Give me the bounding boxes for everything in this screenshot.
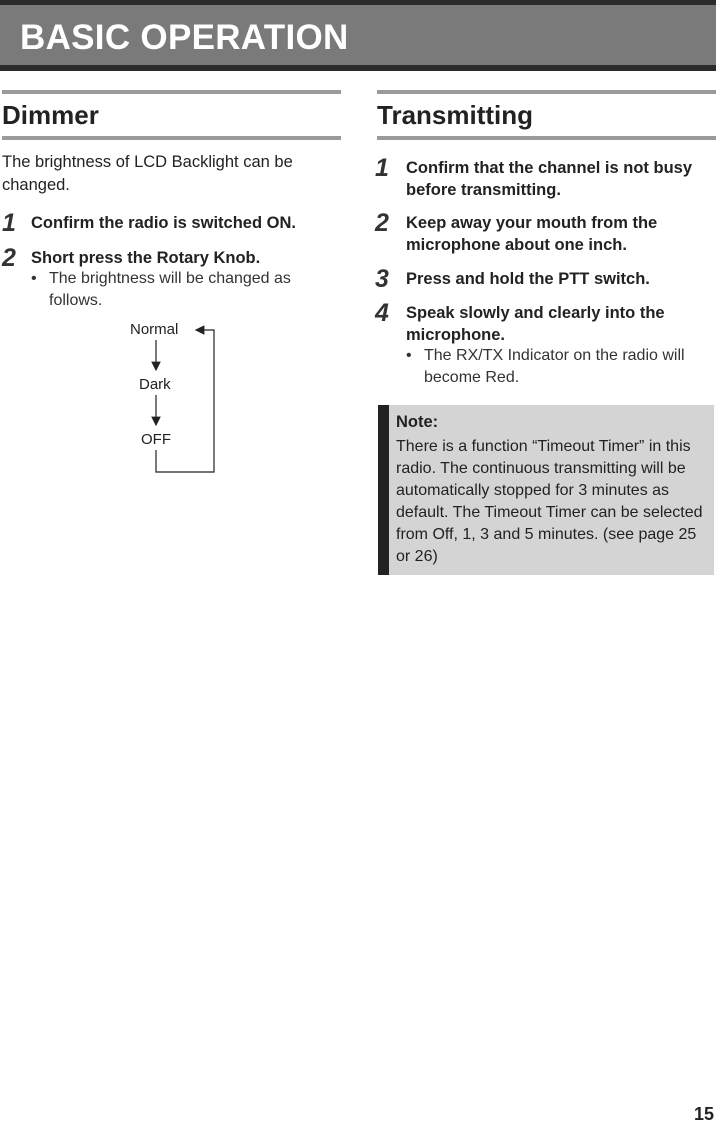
dimmer-bullet	[31, 268, 331, 314]
note-title: Note:	[396, 413, 439, 431]
bullet-dot: •	[31, 270, 37, 287]
step-text: Confirm that the channel is not busy before transmitting.	[406, 159, 693, 199]
bullet-text: The RX/TX Indicator on the radio will become Red.	[424, 347, 685, 386]
step-text: Short press the Rotary Knob.	[31, 249, 261, 267]
dimmer-intro: The brightness of LCD Backlight can be changed.	[2, 153, 293, 194]
step-text: Speak slowly and clearly into the microphone.	[406, 304, 665, 344]
level-off: OFF	[141, 431, 171, 448]
transmit-bullet	[406, 345, 712, 391]
step-number: 2	[375, 209, 389, 237]
dimmer-heading	[2, 90, 341, 140]
step-number: 4	[375, 299, 389, 327]
note-box	[378, 405, 714, 575]
chapter-title: BASIC OPERATION	[20, 18, 349, 57]
level-dark: Dark	[139, 376, 171, 393]
step-number: 2	[2, 244, 16, 272]
step-number: 3	[375, 265, 389, 293]
brightness-cycle-diagram	[120, 318, 230, 478]
transmitting-title: Transmitting	[377, 100, 534, 130]
step-text: Confirm the radio is switched ON.	[31, 214, 296, 232]
transmitting-heading	[377, 90, 716, 140]
page-number: 15	[693, 1104, 714, 1124]
step-number: 1	[2, 209, 16, 237]
transmit-step-1	[375, 154, 713, 203]
header-band	[0, 0, 716, 71]
dimmer-title: Dimmer	[2, 100, 99, 130]
transmit-step-4	[375, 299, 713, 348]
dimmer-step-1	[2, 209, 340, 237]
step-text: Press and hold the PTT switch.	[406, 270, 650, 288]
note-text: There is a function “Timeout Timer” in this radio. The continuous transmitting will be automatically stopped for 3 minutes as default. The Timeout Timer can be selected from Off, 1, 3 and 5 minutes. (see page 25 or 26)	[396, 438, 703, 565]
step-text: Keep away your mouth from the microphone about one inch.	[406, 214, 658, 254]
step-number: 1	[375, 154, 389, 182]
bullet-dot: •	[406, 347, 412, 364]
level-normal: Normal	[130, 321, 179, 338]
transmit-step-3	[375, 265, 713, 293]
bullet-text: The brightness will be changed as follows.	[49, 270, 291, 309]
cycle-arrows	[120, 318, 230, 478]
transmit-step-2	[375, 209, 713, 258]
